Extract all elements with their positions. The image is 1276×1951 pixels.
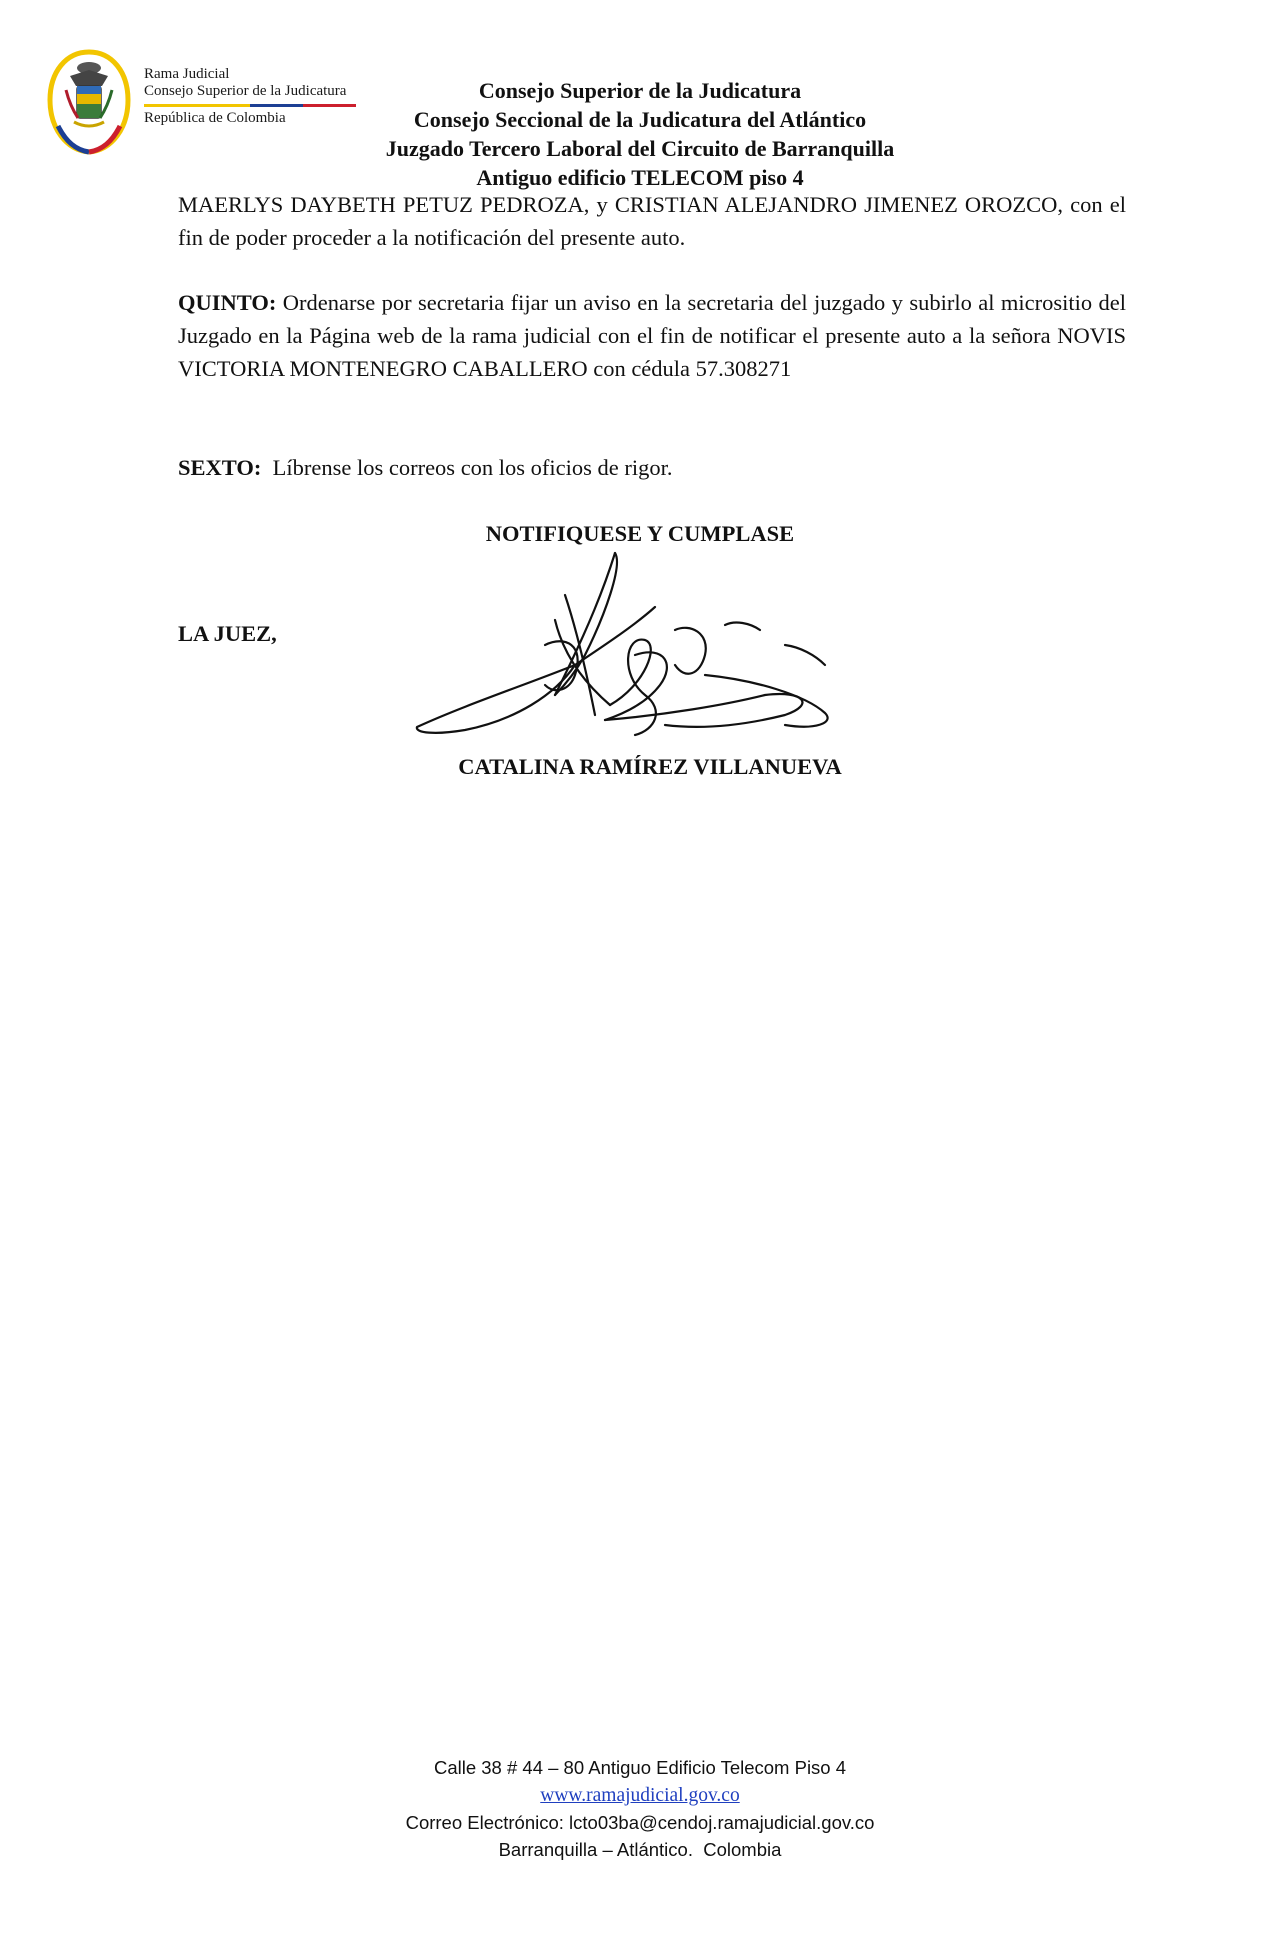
logo-line-republica: República de Colombia: [144, 110, 286, 126]
sexto-paragraph: [178, 451, 1126, 484]
header-line-consejo-superior: Consejo Superior de la Judicatura: [478, 78, 802, 103]
continuation-paragraph: MAERLYS DAYBETH PETUZ PEDROZA, y CRISTIAN ALEJANDRO JIMENEZ OROZCO, con el fin de poder proceder a la notificación del presente auto.: [178, 192, 1126, 250]
quinto-text: Ordenarse por secretaria fijar un aviso en la secretaria del juzgado y subirlo al micrositio del Juzgado en la Página web de la rama judicial con el fin de notificar el presente auto a la señora NOVIS VICTORIA MONTENEGRO CABALLERO con cédula 57.308271: [178, 290, 1126, 381]
quinto-paragraph: [178, 286, 1126, 385]
handwritten-signature: [405, 545, 875, 765]
letterhead-title: [300, 76, 980, 192]
judge-name: CATALINA RAMÍREZ VILLANUEVA: [458, 754, 842, 779]
header-line-consejo-seccional: Consejo Seccional de la Judicatura del Atlántico: [413, 107, 867, 132]
footer-address: Calle 38 # 44 – 80 Antiguo Edificio Telecom Piso 4: [433, 1757, 847, 1778]
page-footer: [300, 1754, 980, 1863]
footer-website-link[interactable]: www.ramajudicial.gov.co: [540, 1785, 740, 1806]
colombia-seal-icon: [44, 46, 134, 158]
footer-email: Correo Electrónico: lcto03ba@cendoj.ramajudicial.gov.co: [405, 1812, 875, 1833]
footer-city: Barranquilla – Atlántico. Colombia: [498, 1839, 782, 1860]
logo-line-rama: Rama Judicial: [144, 66, 230, 82]
sexto-label: SEXTO:: [178, 455, 262, 480]
logo-line-consejo: Consejo Superior de la Judicatura: [144, 83, 347, 99]
sexto-text: Líbrense los correos con los oficios de rigor.: [261, 455, 673, 480]
header-line-edificio: Antiguo edificio TELECOM piso 4: [476, 165, 804, 190]
quinto-label: QUINTO:: [178, 290, 277, 315]
juez-label: LA JUEZ,: [178, 621, 277, 646]
header-line-juzgado: Juzgado Tercero Laboral del Circuito de Barranquilla: [385, 136, 895, 161]
notifiquese-heading: NOTIFIQUESE Y CUMPLASE: [485, 521, 795, 546]
